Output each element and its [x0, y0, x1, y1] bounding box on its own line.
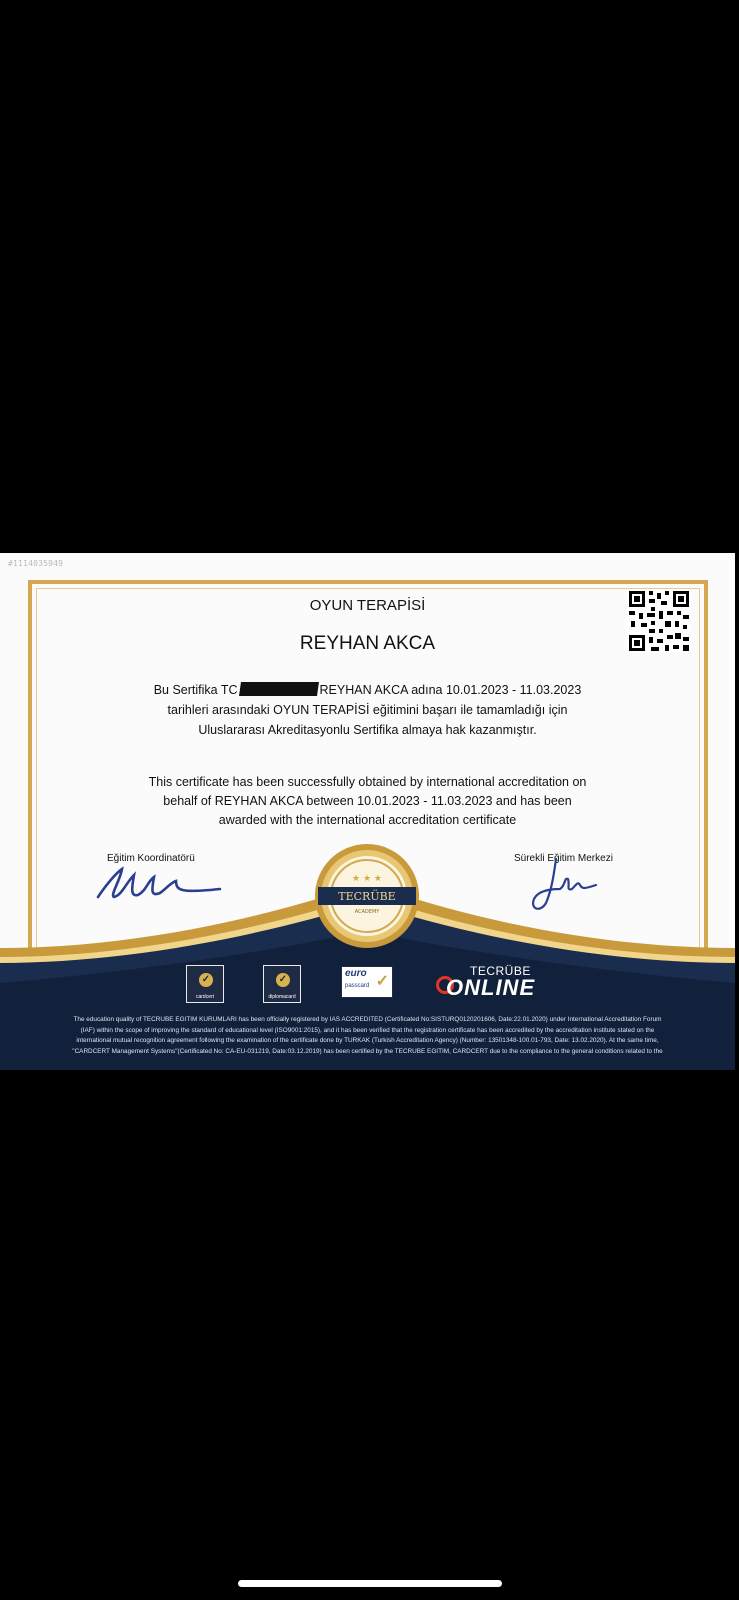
footer-line-3: international mutual recognition agreement following the examination of the certificate done by TURKAK (Turkish Accreditation Agency) (Number: 13501348-100.01-793, Date: 13.02.2020). At the same time,	[76, 1037, 659, 1044]
cardcert-logo	[186, 965, 224, 1003]
english-line-3: awarded with the international accreditation certificate	[218, 813, 517, 827]
turkish-line-2: tarihleri arasındaki OYUN TERAPİSİ eğitimini başarı ile tamamladığı için	[167, 703, 568, 717]
footer-line-1: The education quality of TECRUBE EGITIM KURUMLARI has been officially registered by IAS ACCREDITED (Certificated No:SISTURQ0120201606, Date:22.01.2020) under International Accreditation Forum	[73, 1016, 662, 1023]
tecrube-academy-seal	[312, 841, 422, 951]
left-signature-label: Eğitim Koordinatörü	[107, 853, 195, 864]
online-logo-bottom: ONLINE	[446, 975, 536, 1000]
europass-top-text: euro	[345, 968, 367, 979]
diplomacard-logo	[263, 965, 301, 1003]
tecrube-online-logo	[436, 964, 541, 1000]
home-indicator[interactable]	[238, 1580, 502, 1587]
turkish-line-1-end: REYHAN AKCA adına 10.01.2023 - 11.03.2023	[319, 683, 582, 697]
diplomacard-label: diplomacard	[268, 994, 296, 1000]
seal-subtitle: ACADEMY	[354, 909, 380, 915]
footer-line-2: (IAF) within the scope of improving the standard of educational level (ISO9001:2015), and it has been verified that the registration certificate has been accredited by the accreditation institute stated on the	[80, 1026, 655, 1034]
recipient-name: REYHAN AKCA	[299, 633, 436, 654]
check-icon: ✓	[276, 973, 290, 987]
europass-logo	[341, 966, 393, 998]
english-line-1: This certificate has been successfully obtained by international accreditation on	[148, 775, 587, 789]
cardcert-label: cardcert	[195, 994, 215, 1000]
europass-bottom-text: passcard	[345, 983, 370, 989]
seal-title: TECRÜBE	[338, 890, 396, 903]
online-logo-top: TECRÜBE	[470, 964, 531, 978]
course-title: OYUN TERAPİSİ	[309, 597, 426, 614]
check-icon: ✓	[199, 973, 213, 987]
certificate-id: #1114035949	[8, 559, 64, 568]
svg-text:★ ★ ★: ★ ★ ★	[352, 874, 382, 884]
check-icon: ✓	[375, 973, 389, 990]
english-line-2: behalf of REYHAN AKCA between 10.01.2023 - 11.03.2023 and has been	[163, 794, 572, 808]
turkish-line-3: Uluslararası Akreditasyonlu Sertifika almaya hak kazanmıştır.	[198, 723, 537, 737]
footer-line-4: "CARDCERT Management Systems"(Certificated No: CA-EU-031219, Date:03.12.2019) has been certified by the TECRUBE EGITIM, CARDCERT due to the compliance to the general conditions related to the	[72, 1047, 663, 1055]
turkish-line-1-start: Bu Sertifika TC	[153, 683, 238, 697]
right-signature-label: Sürekli Eğitim Merkezi	[514, 853, 613, 864]
certificate-image	[0, 553, 735, 1070]
accreditation-footer	[0, 1008, 735, 1070]
